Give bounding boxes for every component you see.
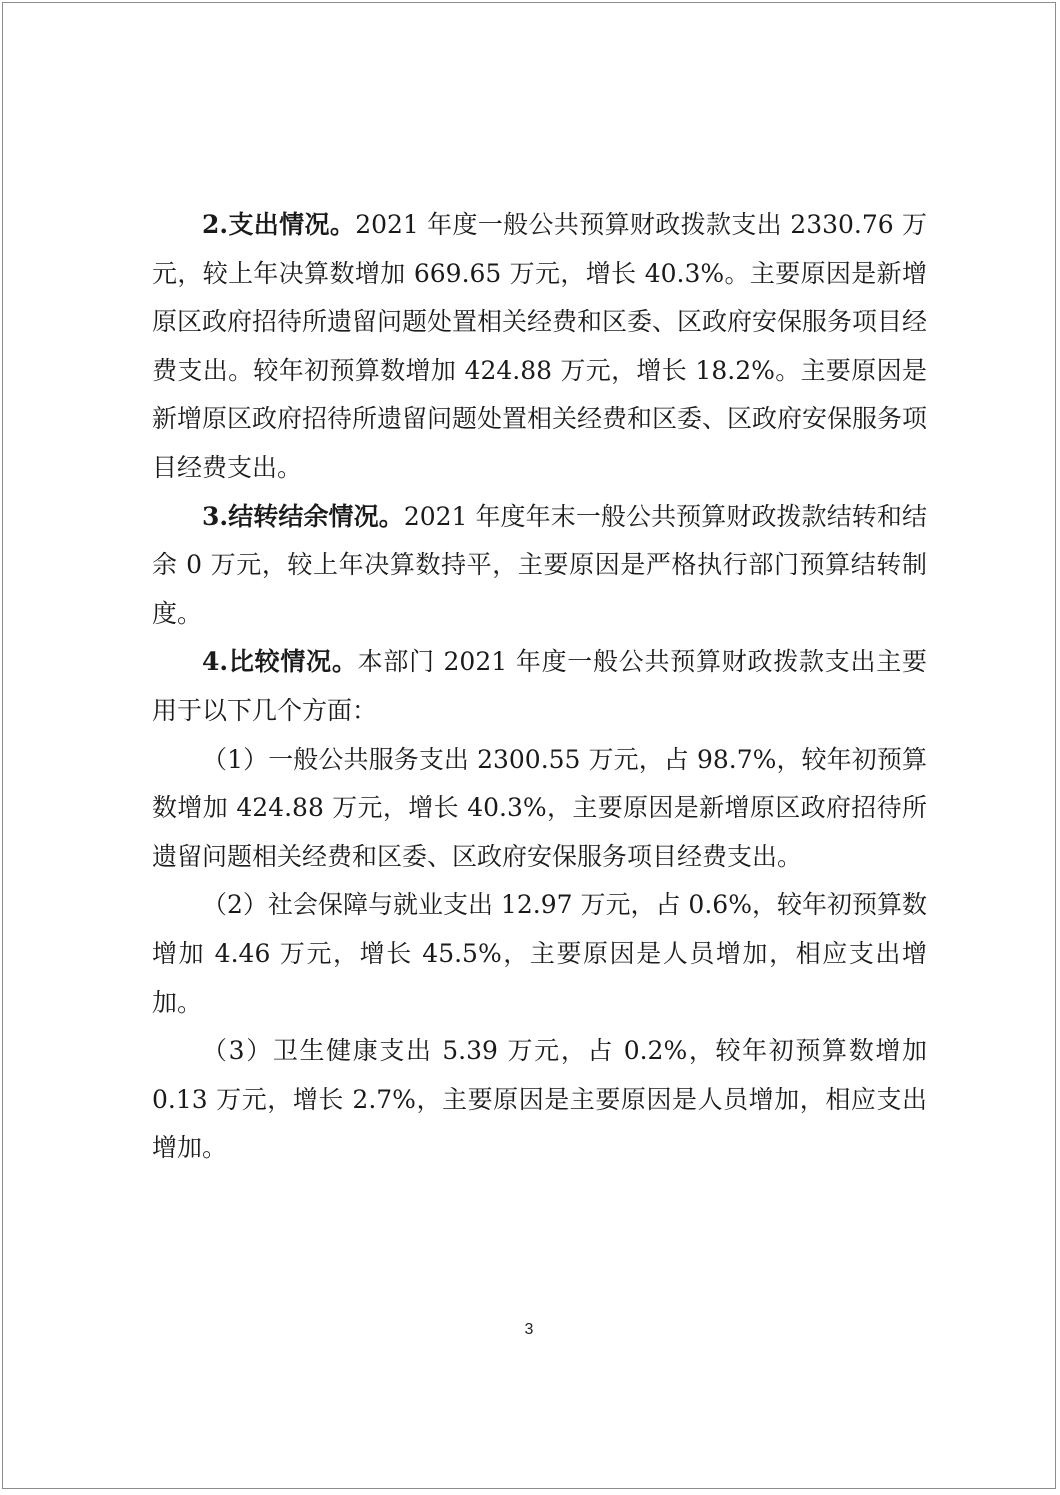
text-item-3: （3）卫生健康支出 5.39 万元，占 0.2%，较年初预算数增加 0.13 万元，增长 2.7%，主要原因是主要原因是人员增加，相应支出增加。 bbox=[152, 1036, 927, 1163]
text-comparison: 本部门 2021 年度一般公共预算财政拨款支出主要用于以下几个方面： bbox=[152, 647, 927, 725]
paragraph-item-2 bbox=[152, 881, 927, 1027]
document-page bbox=[2, 2, 1056, 1489]
heading-expenditure: 2.支出情况。 bbox=[202, 210, 356, 239]
heading-comparison: 4.比较情况。 bbox=[202, 647, 358, 677]
text-carryover: 2021 年度年末一般公共预算财政拨款结转和结余 0 万元，较上年决算数持平，主要原因是严格执行部门预算结转制度。 bbox=[152, 501, 927, 628]
text-item-2: （2）社会保障与就业支出 12.97 万元，占 0.6%，较年初预算数增加 4.46 万元，增长 45.5%，主要原因是人员增加，相应支出增加。 bbox=[152, 890, 927, 1017]
paragraph-item-1 bbox=[152, 736, 927, 882]
paragraph-comparison bbox=[152, 638, 927, 735]
paragraph-carryover bbox=[152, 493, 927, 639]
text-expenditure: 2021 年度一般公共预算财政拨款支出 2330.76 万元，较上年决算数增加 669.65 万元，增长 40.3%。主要原因是新增原区政府招待所遗留问题处置相关经费和区委、区政府安保服务项目经费支出。较年初预算数增加 424.88 万元，增长 18.2%。主要原因是新增原区政府招待所遗留问题处置相关经费和区委、区政府安保服务项目经费支出。 bbox=[152, 210, 928, 482]
paragraph-item-3 bbox=[152, 1027, 927, 1173]
text-item-1: （1）一般公共服务支出 2300.55 万元，占 98.7%，较年初预算数增加 424.88 万元，增长 40.3%，主要原因是新增原区政府招待所遗留问题相关经费和区委、区政府安保服务项目经费支出。 bbox=[152, 744, 927, 871]
heading-carryover: 3.结转结余情况。 bbox=[202, 501, 404, 531]
paragraph-expenditure bbox=[152, 201, 927, 493]
page-number: 3 bbox=[524, 1321, 534, 1338]
page-body bbox=[152, 201, 927, 1173]
